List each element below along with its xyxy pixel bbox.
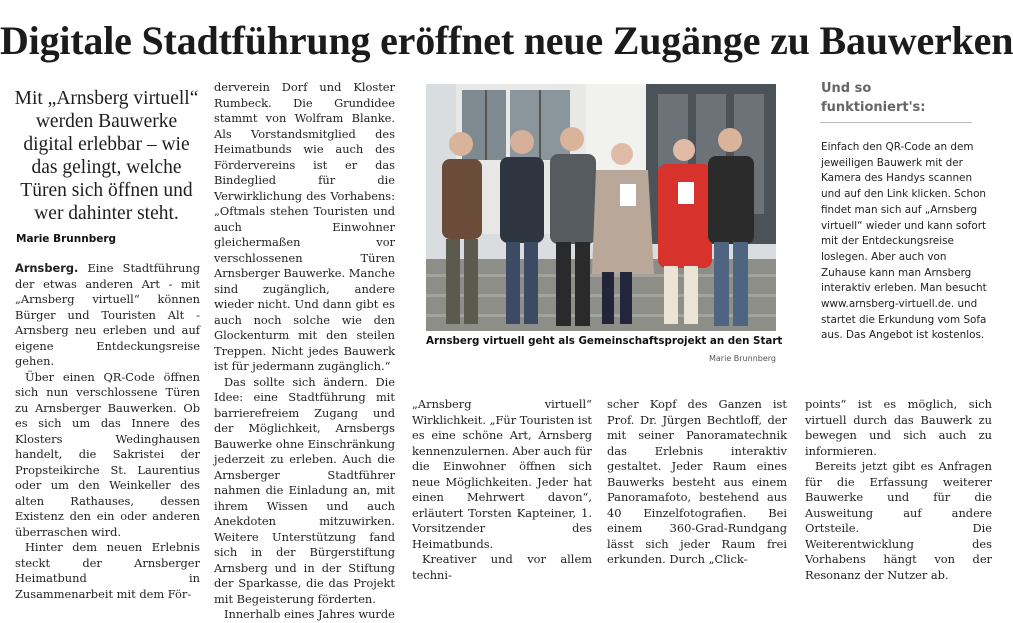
text-column-2 [214, 80, 395, 623]
article-deck: Mit „Arnsberg virtuell“ werden Bauwerke digital erlebbar – wie das gelingt, welche Türen sich öffnen und wer dahinter steht. [14, 88, 199, 224]
paragraph: derverein Dorf und Kloster Rumbeck. Die Grundidee stammt von Wolfram Blanke. Als Vorstandsmitglied des Heimatbunds wie auch des Fördervereins ist er das Bindeglied für die Verwirklichung des Vorhabens: „Oftmals stehen Touristen und auch Einwohner gleichermaßen vor verschlossenen Türen Arnsberger Bauwerke. Manche sind zugänglich, andere wieder nicht. Und dann gibt es auch noch solche wie den Glockenturm mit den steilen Treppen. Nicht jedes Bauwerk ist für jedermann zugänglich.“ [214, 80, 395, 373]
news-photo [426, 84, 776, 331]
photo-caption: Arnsberg virtuell geht als Gemeinschaftsprojekt an den Start [426, 335, 783, 347]
article-byline: Marie Brunnberg [16, 233, 117, 245]
paragraph-text: Eine Stadtführung der etwas anderen Art - mit „Arnsberg virtuell“ können Bürger und Touristen Alt - Arnsberg neu erleben und auf eigene Entdeckungsreise gehen. [15, 261, 200, 368]
paragraph: Kreativer und vor allem techni- [412, 552, 592, 582]
text-column-3 [412, 397, 592, 583]
paragraph: Innerhalb eines Jahres wurde [224, 607, 395, 621]
paragraph: Das sollte sich ändern. Die Idee: eine Stadtführung mit barrierefreiem Zugang und der Möglichkeit, Arnsbergs Bauwerke ohne Einschränkung jederzeit zu erleben. Auch die Arnsberger Stadtführer nahmen die Einladung an, mit ihrem Wissen und auch Anekdoten mitzuwirken. Weitere Unterstützung fand sich in der Bürgerstiftung Arnsberg und in der Stiftung der Sparkasse, die das Projekt mit Begeisterung förderten. [214, 374, 395, 606]
paragraph [15, 261, 200, 370]
infobox-title-line-1: Und so [821, 81, 872, 96]
photo-credit: Marie Brunnberg [709, 354, 776, 363]
infobox-title [821, 79, 991, 117]
article-headline: Digitale Stadtführung eröffnet neue Zugänge zu Bauwerken [0, 18, 1013, 63]
paragraph: points“ ist es möglich, sich virtuell durch das Bauwerk zu bewegen und sich auch zu informieren. [805, 397, 992, 458]
paragraph: Hinter dem neuen Erlebnis steckt der Arnsberger Heimatbund in Zusammenarbeit mit dem För- [15, 540, 200, 601]
paragraph: Über einen QR-Code öffnen sich nun verschlossene Türen zu Arnsberger Bauwerken. Ob es sich um das Innere des Klosters Wedinghausen handelt, die Sakristei der Propsteikirche St. Laurentius oder um den Weinkeller des alten Rathauses, dessen Existenz den ein oder anderen überraschen wird. [15, 369, 200, 539]
infobox-divider [820, 122, 972, 123]
text-column-4 [607, 397, 787, 568]
text-column-5 [805, 397, 992, 583]
group-photo-image [426, 84, 776, 331]
paragraph: Bereits jetzt gibt es Anfragen für die Erfassung weiterer Bauwerke und für die Ausweitung auf andere Ortsteile. Die Weiterentwicklung des Vorhabens hängt von der Resonanz der Nutzer ab. [805, 459, 992, 582]
paragraph: „Arnsberg virtuell“ Wirklichkeit. „Für Touristen ist es eine schöne Art, Arnsberg kennenzulernen. Aber auch für die Einwohner öffnen sich neue Möglichkeiten. Jeder hat einen Mehrwert davon“, erläutert Torsten Kapteiner, 1. Vorsitzender des Heimatbunds. [412, 397, 592, 551]
infobox-title-line-2: funktioniert's: [821, 100, 926, 115]
dateline: Arnsberg. [15, 261, 79, 275]
paragraph: scher Kopf des Ganzen ist Prof. Dr. Jürgen Bechtloff, der mit seiner Panoramatechnik das Erlebnis interaktiv gestaltet. Jeder Raum eines Bauwerks besteht aus einem Panoramafoto, bestehend aus 40 Einzelfotografien. Bei einem 360-Grad-Rundgang lässt sich jeder Raum frei erkunden. Durch „Click- [607, 397, 787, 566]
text-column-1 [15, 261, 200, 602]
infobox-text: Einfach den QR-Code an dem jeweiligen Bauwerk mit der Kamera des Handys scannen und auf den Link klicken. Schon findet man sich auf „Arnsberg virtuell“ wieder und kann sofort mit der Entdeckungsreise loslegen. Aber auch von Zuhause kann man Arnsberg interaktiv erleben. Man besucht www.arnsberg-virtuell.de. und startet die Erkundung vom Sofa aus. Das Angebot ist kostenlos. [821, 141, 987, 342]
